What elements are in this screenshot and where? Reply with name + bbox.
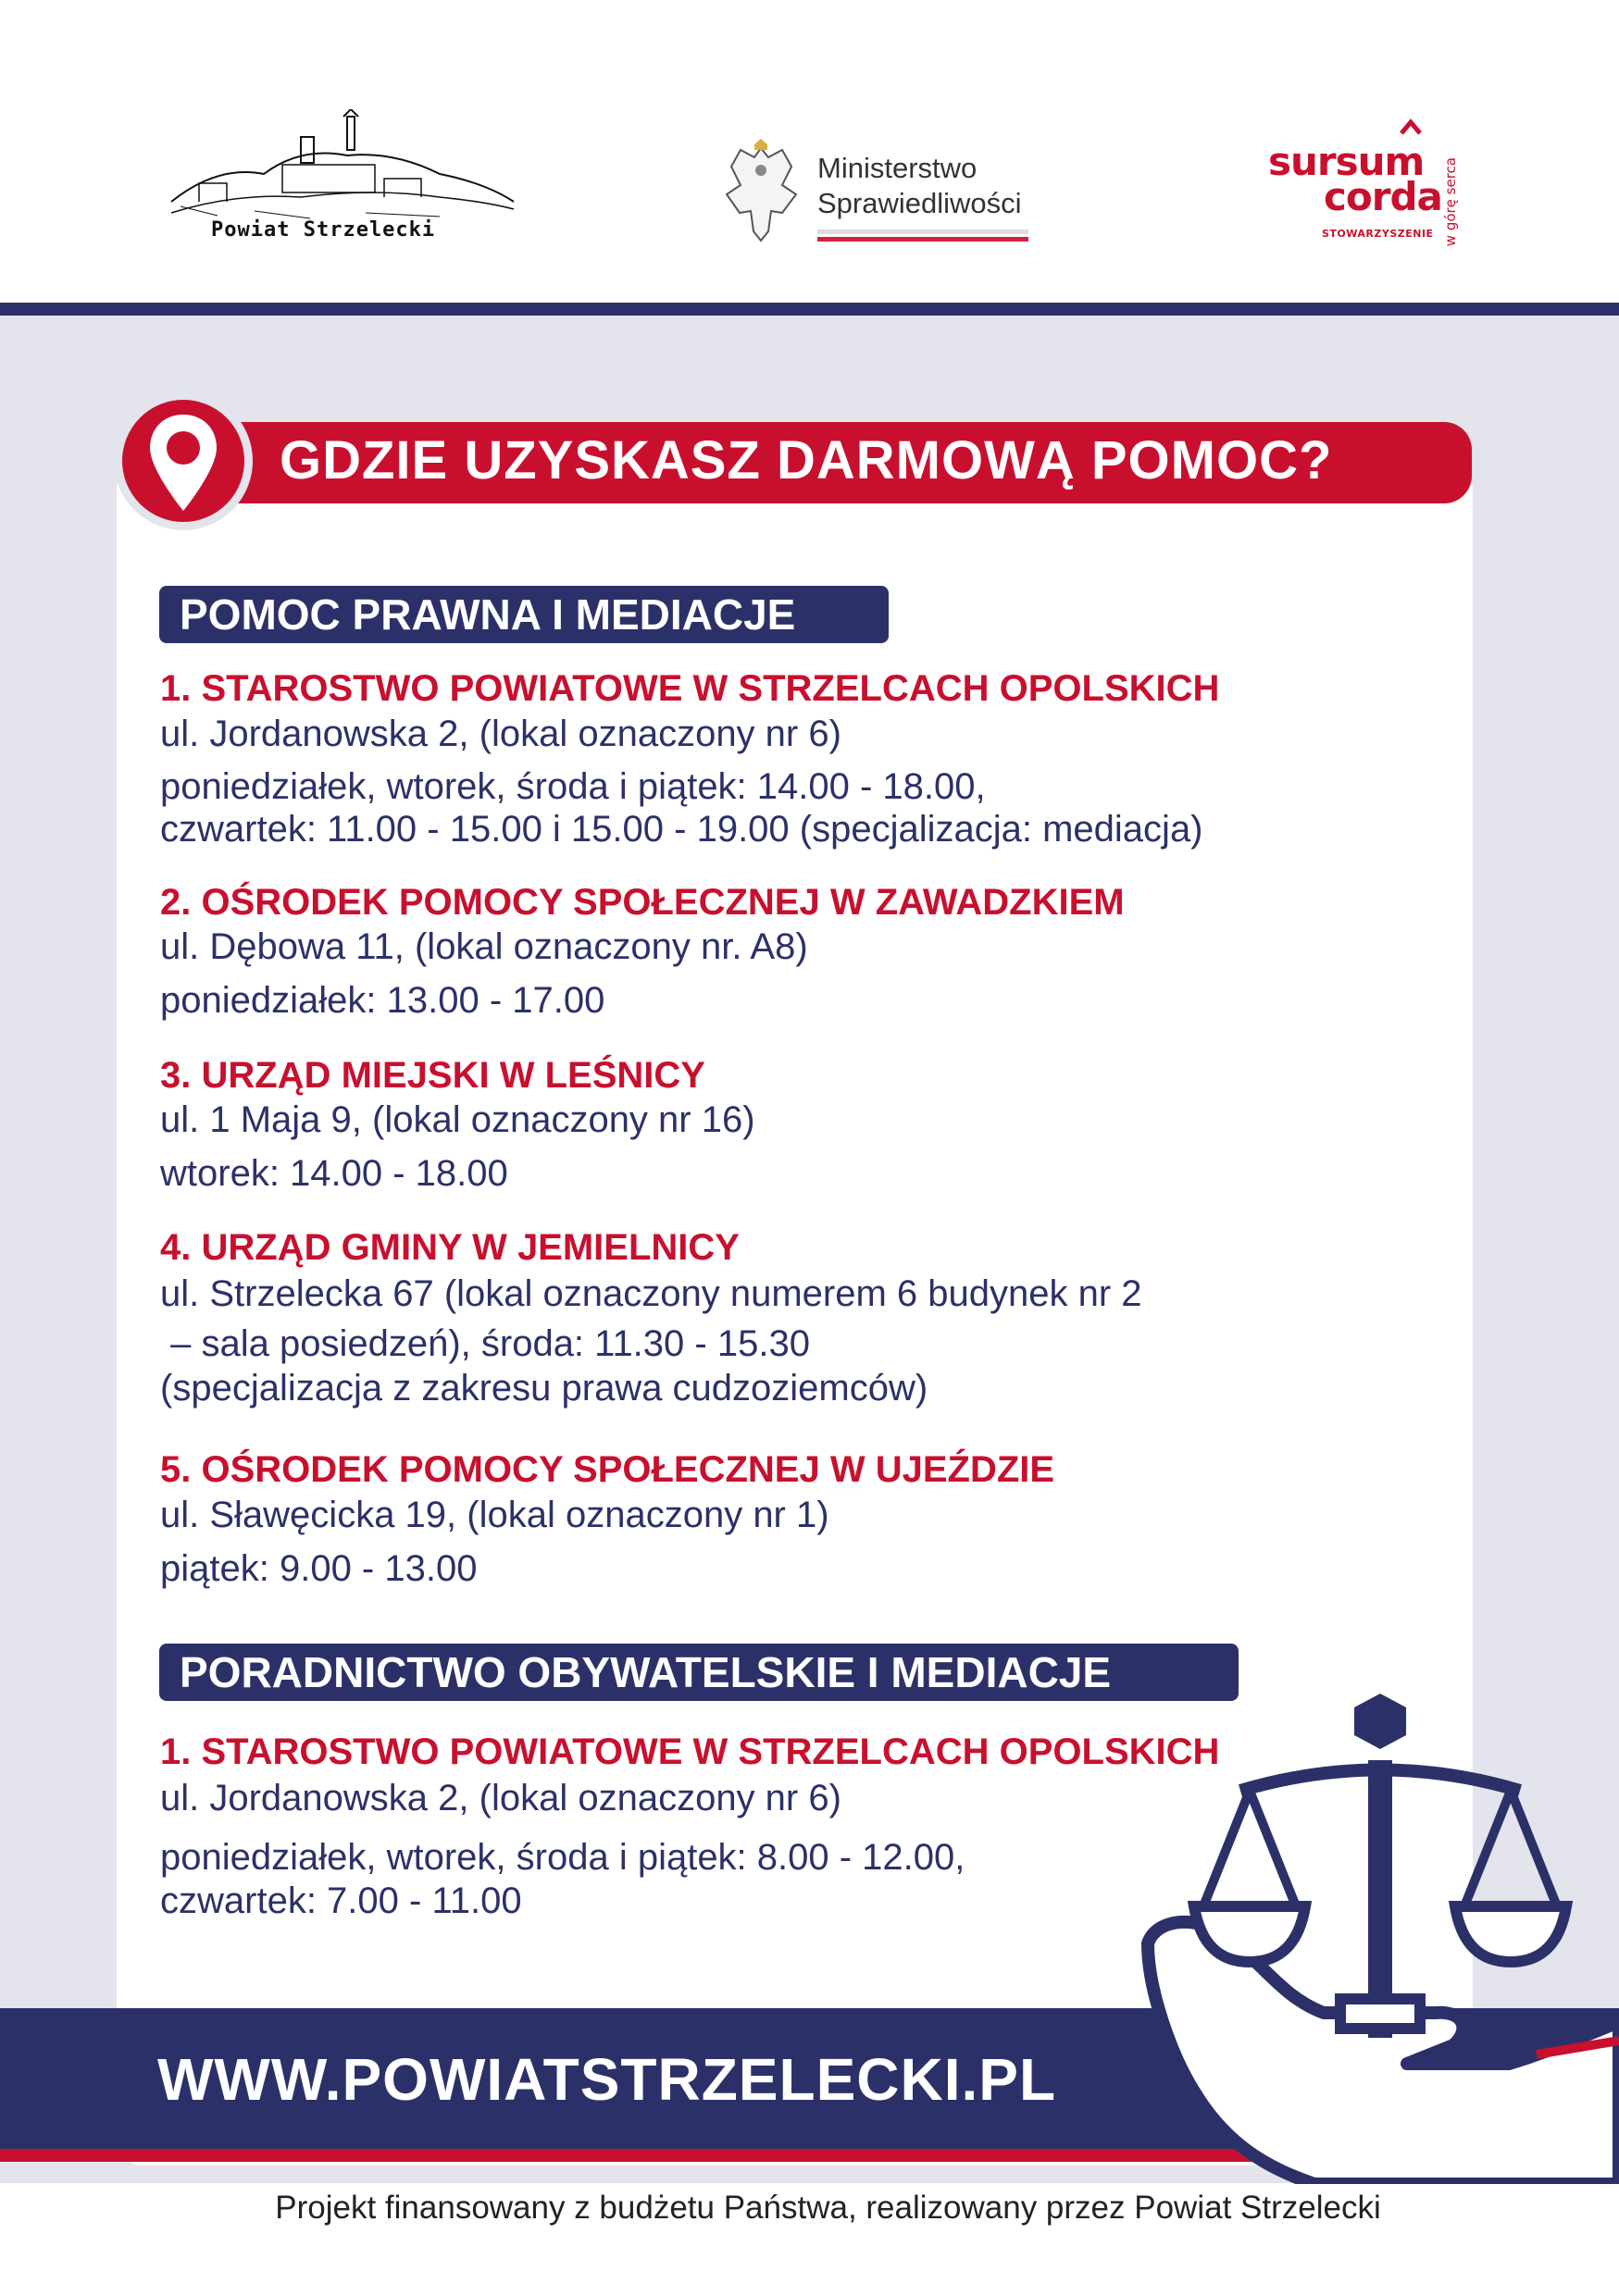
entry-title: 1. STAROSTWO POWIATOWE W STRZELCACH OPOLSKICH: [160, 668, 1220, 709]
flag-white-bar: [817, 230, 1028, 234]
scales-of-justice-icon: [1129, 1684, 1619, 2184]
header-logos: [0, 0, 1619, 301]
entry-hours: – sala posiedzeń), środa: 11.30 - 15.30: [160, 1323, 810, 1364]
location-pin-icon: [146, 411, 220, 515]
page-title: GDZIE UZYSKASZ DARMOWĄ POMOC?: [280, 430, 1333, 490]
entry-hours: wtorek: 14.00 - 18.00: [160, 1153, 508, 1194]
website-url[interactable]: WWW.POWIATSTRZELECKI.PL: [157, 2046, 1057, 2113]
sursum-word: sursum: [1268, 139, 1425, 184]
entry-address: ul. Jordanowska 2, (lokal oznaczony nr 6): [160, 714, 841, 754]
entry-hours: czwartek: 7.00 - 11.00: [160, 1880, 522, 1921]
entry-title: 4. URZĄD GMINY W JEMIELNICY: [160, 1227, 740, 1268]
entry-address: ul. Dębowa 11, (lokal oznaczony nr. A8): [160, 926, 808, 967]
stowarzyszenie-word: STOWARZYSZENIE: [1322, 228, 1434, 240]
polish-eagle-icon: [717, 139, 805, 245]
entry-hours: poniedziałek, wtorek, środa i piątek: 8.00 - 12.00,: [160, 1837, 965, 1878]
ministry-logo: [717, 139, 1041, 250]
sursum-corda-logo: [1268, 111, 1481, 250]
entry-title: 5. OŚRODEK POMOCY SPOŁECZNEJ W UJEŹDZIE: [160, 1449, 1055, 1490]
funding-note: Projekt finansowany z budżetu Państwa, realizowany przez Powiat Strzelecki: [275, 2190, 1381, 2226]
entry-title: 1. STAROSTWO POWIATOWE W STRZELCACH OPOLSKICH: [160, 1731, 1220, 1772]
w-gore-serca-word: w górę serca: [1442, 157, 1459, 247]
entry-hours: czwartek: 11.00 - 15.00 i 15.00 - 19.00 (specjalizacja: mediacja): [160, 809, 1203, 850]
entry-address: ul. Strzelecka 67 (lokal oznaczony numerem 6 budynek nr 2: [160, 1273, 1142, 1314]
entry-address: ul. 1 Maja 9, (lokal oznaczony nr 16): [160, 1099, 755, 1140]
corda-word: corda: [1324, 174, 1442, 219]
entry-title: 3. URZĄD MIEJSKI W LEŚNICY: [160, 1055, 705, 1096]
header-divider: [0, 303, 1619, 316]
entry-hours: poniedziałek, wtorek, środa i piątek: 14.00 - 18.00,: [160, 766, 986, 807]
ministry-name-line2: Sprawiedliwości: [817, 187, 1022, 219]
section-label-legal-aid: POMOC PRAWNA I MEDIACJE: [159, 586, 889, 643]
entry-title: 2. OŚRODEK POMOCY SPOŁECZNEJ W ZAWADZKIEM: [160, 882, 1125, 923]
section-label-civic-advice: PORADNICTWO OBYWATELSKIE I MEDIACJE: [159, 1644, 1239, 1701]
ministry-name-line1: Ministerstwo: [817, 152, 978, 184]
entry-address: ul. Sławęcicka 19, (lokal oznaczony nr 1): [160, 1495, 829, 1535]
caret-up-icon: [1399, 115, 1423, 139]
powiat-logo-text: Powiat Strzelecki: [211, 218, 436, 242]
flag-red-bar: [817, 237, 1028, 242]
entry-note: (specjalizacja z zakresu prawa cudzoziemców): [160, 1368, 928, 1409]
entry-hours: piątek: 9.00 - 13.00: [160, 1548, 478, 1589]
entry-address: ul. Jordanowska 2, (lokal oznaczony nr 6): [160, 1778, 841, 1818]
entry-hours: poniedziałek: 13.00 - 17.00: [160, 980, 605, 1021]
